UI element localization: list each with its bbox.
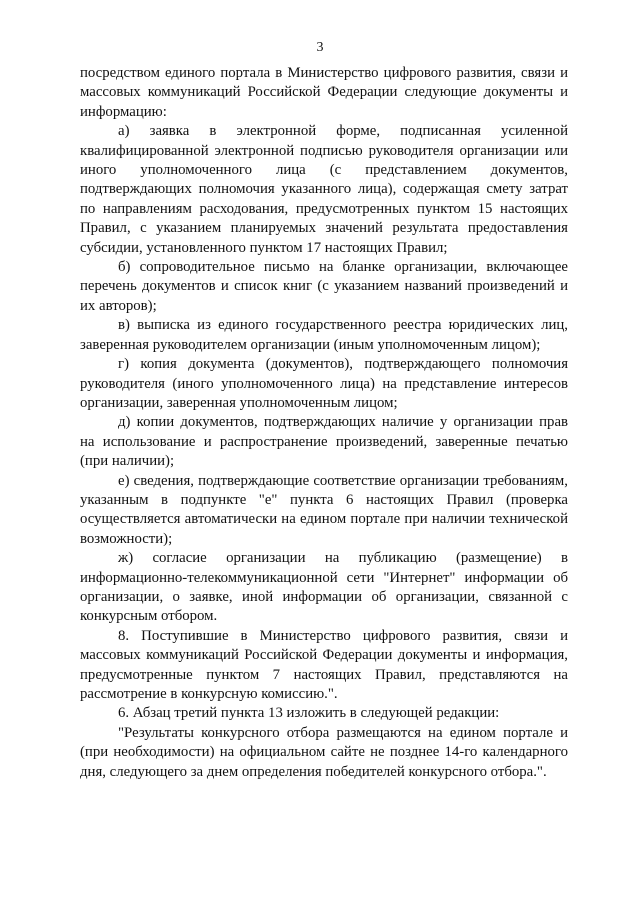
paragraph-amendment-6: 6. Абзац третий пункта 13 изложить в следующей редакции: — [118, 705, 500, 722]
paragraph-item-d: д) копии документов, подтверждающих наличие у организации прав на использование и распространение произведений, заверенные печатью (при наличии); — [80, 414, 568, 470]
paragraph-item-g: г) копия документа (документов), подтверждающего полномочия руководителя (иного уполномоченного лица) на представление интересов организации, заверенная уполномоченным лицом; — [80, 356, 568, 411]
paragraph-item-e: е) сведения, подтверждающие соответствие организации требованиям, указанным в подпункте "е" пункта 6 настоящих Правил (проверка осуществляется автоматически на едином портале при наличии технической возможности); — [80, 472, 568, 547]
paragraph-item-b: б) сопроводительное письмо на бланке организации, включающее перечень документов и список книг (с указанием названий произведений и их авторов); — [80, 259, 568, 314]
paragraph-quote: "Результаты конкурсного отбора размещаются на едином портале и (при необходимости) на официальном сайте не позднее 14-го календарного дня, следующего за днем определения победителей конкурсного отбора.". — [80, 724, 568, 780]
paragraph-item-a: а) заявка в электронной форме, подписанная усиленной квалифицированной электронной подписью руководителя организации или иного уполномоченного лица (с представлением документов, подтверждающих полномочия указанного лица), содержащая смету затрат по направлениям расходования, предусмотренных пунктом 15 настоящих Правил, с указанием планируемых значений результата предоставления субсидии, установленного пунктом 17 настоящих Правил; — [80, 123, 568, 256]
paragraph-item-v: в) выписка из единого государственного реестра юридических лиц, заверенная руководителем организации (иным уполномоченным лицом); — [80, 317, 568, 353]
page-number: 3 — [316, 40, 324, 55]
paragraph-point-8: 8. Поступившие в Министерство цифрового развития, связи и массовых коммуникаций Российской Федерации документы и информация, предусмотренные пунктом 7 настоящих Правил, представляются на рассмотрение в конкурсную комиссию.". — [80, 627, 568, 702]
paragraph-intro: посредством единого портала в Министерство цифрового развития, связи и массовых коммуникаций Российской Федерации следующие документы и информацию: — [80, 65, 568, 120]
document-body — [80, 64, 568, 782]
paragraph-item-zh: ж) согласие организации на публикацию (размещение) в информационно-телекоммуникационной сети "Интернет" информации об организации, о заявке, иной информации об организации, связанной с конкурсным отбором. — [80, 550, 568, 625]
